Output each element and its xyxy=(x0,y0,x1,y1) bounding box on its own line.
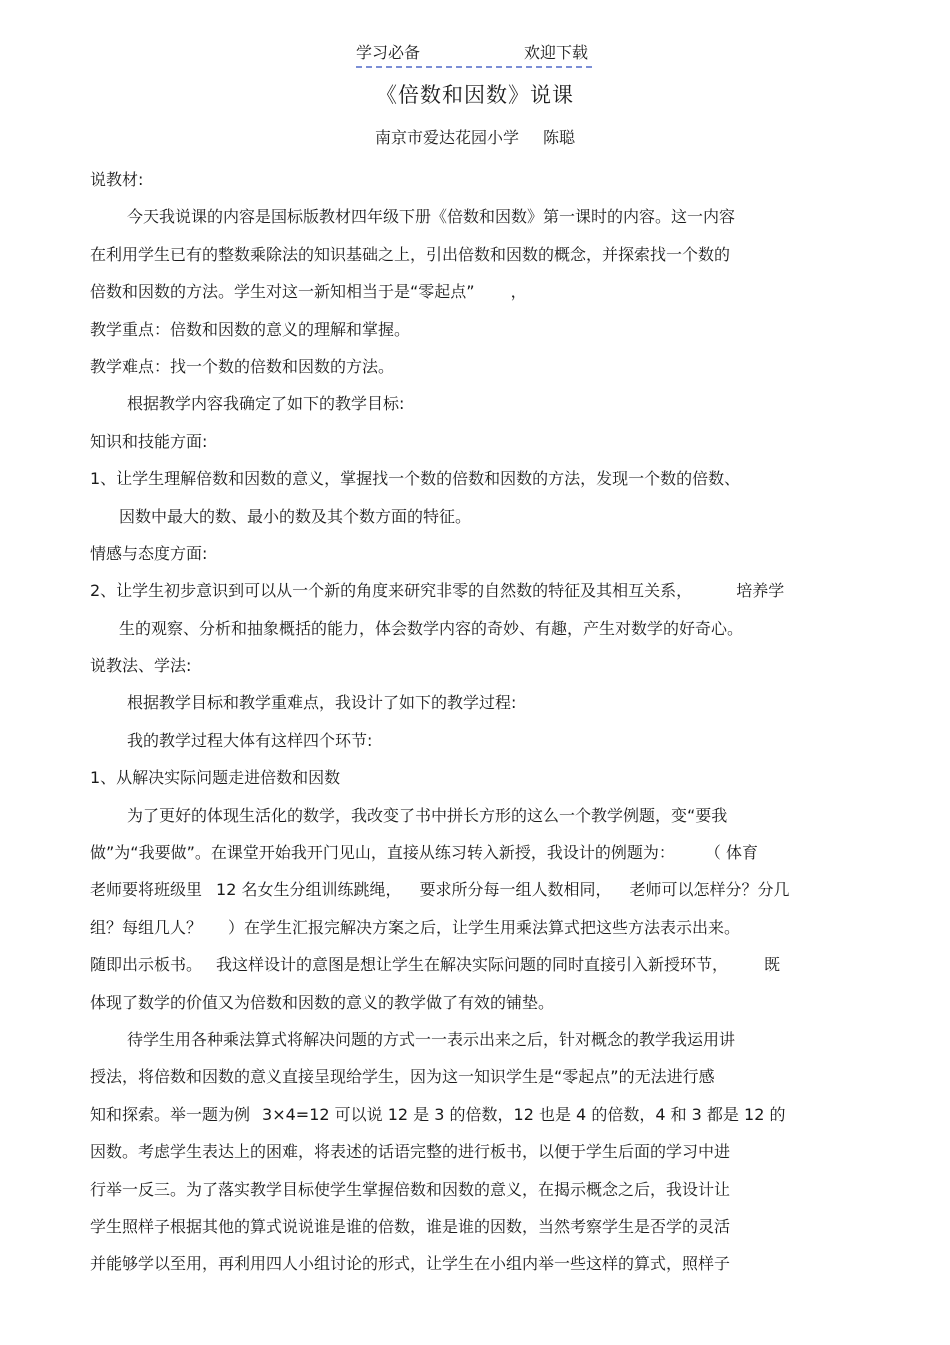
section-heading: 知识和技能方面: xyxy=(90,431,208,451)
text-segment: 倍数和因数的方法。学生对这一新知相当于是“零起点” xyxy=(90,282,475,302)
paragraph-line: 根据教学目标和教学重难点，我设计了如下的教学过程: xyxy=(127,693,517,713)
paragraph-line: 因数中最大的数、最小的数及其个数方面的特征。 xyxy=(119,506,472,526)
text-segment: 随即出示板书。 xyxy=(90,955,203,975)
paragraph-line: 学生照样子根据其他的算式说说谁是谁的倍数，谁是谁的因数，当然考察学生是否学的灵活 xyxy=(90,1216,731,1236)
text-segment: （ 体育 xyxy=(704,843,758,863)
section-heading: 1、从解决实际问题走进倍数和因数 xyxy=(90,768,341,788)
document-body xyxy=(90,161,860,1283)
section-heading: 说教法、学法: xyxy=(90,656,192,676)
paragraph-line xyxy=(90,834,860,871)
school-name: 南京市爱达花园小学 xyxy=(374,128,519,147)
paragraph-line: 教学难点：找一个数的倍数和因数的方法。 xyxy=(90,356,395,376)
paragraph-line: 授法，将倍数和因数的意义直接呈现给学生，因为这一知识学生是“零起点”的无法进行感 xyxy=(90,1067,715,1087)
text-segment: 既 xyxy=(764,955,781,975)
paragraph-line: 说教材: xyxy=(90,170,144,189)
paragraph-line: 今天我说课的内容是国标版教材四年级下册《倍数和因数》第一课时的内容。这一内容 xyxy=(127,207,736,227)
paragraph-line xyxy=(90,1096,860,1133)
paragraph-line: 体现了数学的价值又为倍数和因数的意义的教学做了有效的铺垫。 xyxy=(90,992,555,1012)
paragraph-line: 因数。考虑学生表达上的困难，将表述的话语完整的进行板书，以便于学生后面的学习中进 xyxy=(90,1142,731,1162)
document-title: 《倍数和因数》说课 xyxy=(376,83,574,107)
text-segment: 做”为“我要做”。在课堂开始我开门见山，直接从练习转入新授，我设计的例题为： xyxy=(90,843,675,863)
paragraph-line xyxy=(90,871,860,908)
paragraph-line: 1、让学生理解倍数和因数的意义，掌握找一个数的倍数和因数的方法，发现一个数的倍数、 xyxy=(90,469,741,489)
paragraph-line: 为了更好的体现生活化的数学，我改变了书中拼长方形的这么一个教学例题，变“要我 xyxy=(127,805,728,825)
paragraph-line xyxy=(90,572,860,609)
text-segment: 要求所分每一组人数相同， xyxy=(419,880,612,900)
header-right-text: 欢迎下载 xyxy=(523,43,588,62)
paragraph-line: 教学重点：倍数和因数的意义的理解和掌握。 xyxy=(90,319,411,339)
paragraph-line: 行举一反三。为了落实教学目标使学生掌握倍数和因数的意义，在揭示概念之后，我设计让 xyxy=(90,1179,731,1199)
section-heading: 情感与态度方面: xyxy=(90,543,208,563)
text-segment: 培养学 xyxy=(736,581,785,601)
paragraph-line xyxy=(90,273,860,310)
text-segment: 12 名女生分组训练跳绳， xyxy=(216,880,402,900)
author-line xyxy=(0,126,950,150)
paragraph-line: 根据教学内容我确定了如下的教学目标: xyxy=(127,394,405,414)
paragraph-line: 在利用学生已有的整数乘除法的知识基础之上，引出倍数和因数的概念，并探索找一个数的 xyxy=(90,244,731,264)
header-left-text: 学习必备 xyxy=(356,43,421,62)
text-segment: 老师要将班级里 xyxy=(90,880,203,900)
text-segment: 组？每组几人？ xyxy=(90,917,203,937)
text-segment: 我这样设计的意图是想让学生在解决实际问题的同时直接引入新授环节， xyxy=(216,955,729,975)
paragraph-line: 我的教学过程大体有这样四个环节: xyxy=(127,730,373,750)
author-name: 陈聪 xyxy=(543,128,576,147)
paragraph-line xyxy=(90,946,860,983)
text-segment: ， xyxy=(510,282,527,302)
paragraph-line: 并能够学以至用，再利用四人小组讨论的形式，让学生在小组内举一些这样的算式，照样子 xyxy=(90,1254,731,1274)
text-segment: ）在学生汇报完解决方案之后，让学生用乘法算式把这些方法表示出来。 xyxy=(228,917,741,937)
text-segment: 老师可以怎样分？分几 xyxy=(629,880,790,900)
text-segment: 知和探索。举一题为例 xyxy=(90,1104,251,1124)
paragraph-line: 生的观察、分析和抽象概括的能力，体会数学内容的奇妙、有趣，产生对数学的好奇心。 xyxy=(119,618,744,638)
text-segment: 2、让学生初步意识到可以从一个新的角度来研究非零的自然数的特征及其相互关系， xyxy=(90,581,693,601)
paragraph-line: 待学生用各种乘法算式将解决问题的方式一一表示出来之后，针对概念的教学我运用讲 xyxy=(127,1029,736,1049)
page-header xyxy=(356,40,592,68)
paragraph-line xyxy=(90,909,860,946)
text-segment: 3×4=12 可以说 12 是 3 的倍数，12 也是 4 的倍数，4 和 3 都是 12 的 xyxy=(262,1104,786,1124)
